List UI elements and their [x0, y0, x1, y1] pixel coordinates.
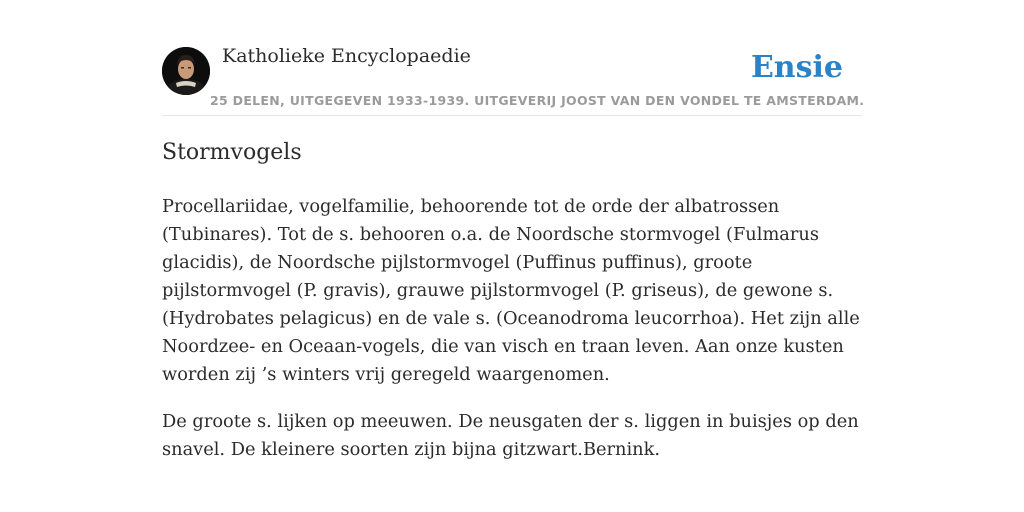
source-title[interactable]: Katholieke Encyclopaedie [222, 45, 471, 67]
brand-logo-link[interactable]: Ensie [750, 50, 843, 85]
entry-paragraph: Procellariidae, vogelfamilie, behoorende tot de orde der albatrossen (Tubinares). Tot de s. behooren o.a. de Noordsche stormvogel (Fulmarus glacidis), de Noordsche pijlstormvogel (Puffinus puffinus), groote pijlstormvogel (P. gravis), grauwe pijlstormvogel (P. griseus), de gewone s. (Hydrobates pelagicus) en de vale s. (Oceanodroma leucorrhoa). Het zijn alle Noordzee- en Oceaan-vogels, die van visch en traan leven. Aan onze kusten worden zij ’s winters vrij geregeld waargenomen. [162, 196, 860, 385]
entry-body [162, 193, 868, 483]
page [162, 0, 865, 512]
source-subtitle: 25 DELEN, UITGEGEVEN 1933-1939. UITGEVERIJ JOOST VAN DEN VONDEL TE AMSTERDAM. [210, 93, 865, 108]
entry-title: Stormvogels [162, 140, 302, 165]
portrait-icon [162, 47, 210, 95]
header-divider [162, 115, 862, 116]
source-portrait-avatar[interactable] [162, 47, 210, 95]
entry-paragraph: De groote s. lijken op meeuwen. De neusgaten der s. liggen in buisjes op den snavel. De kleinere soorten zijn bijna gitzwart.Bernink. [162, 411, 859, 460]
